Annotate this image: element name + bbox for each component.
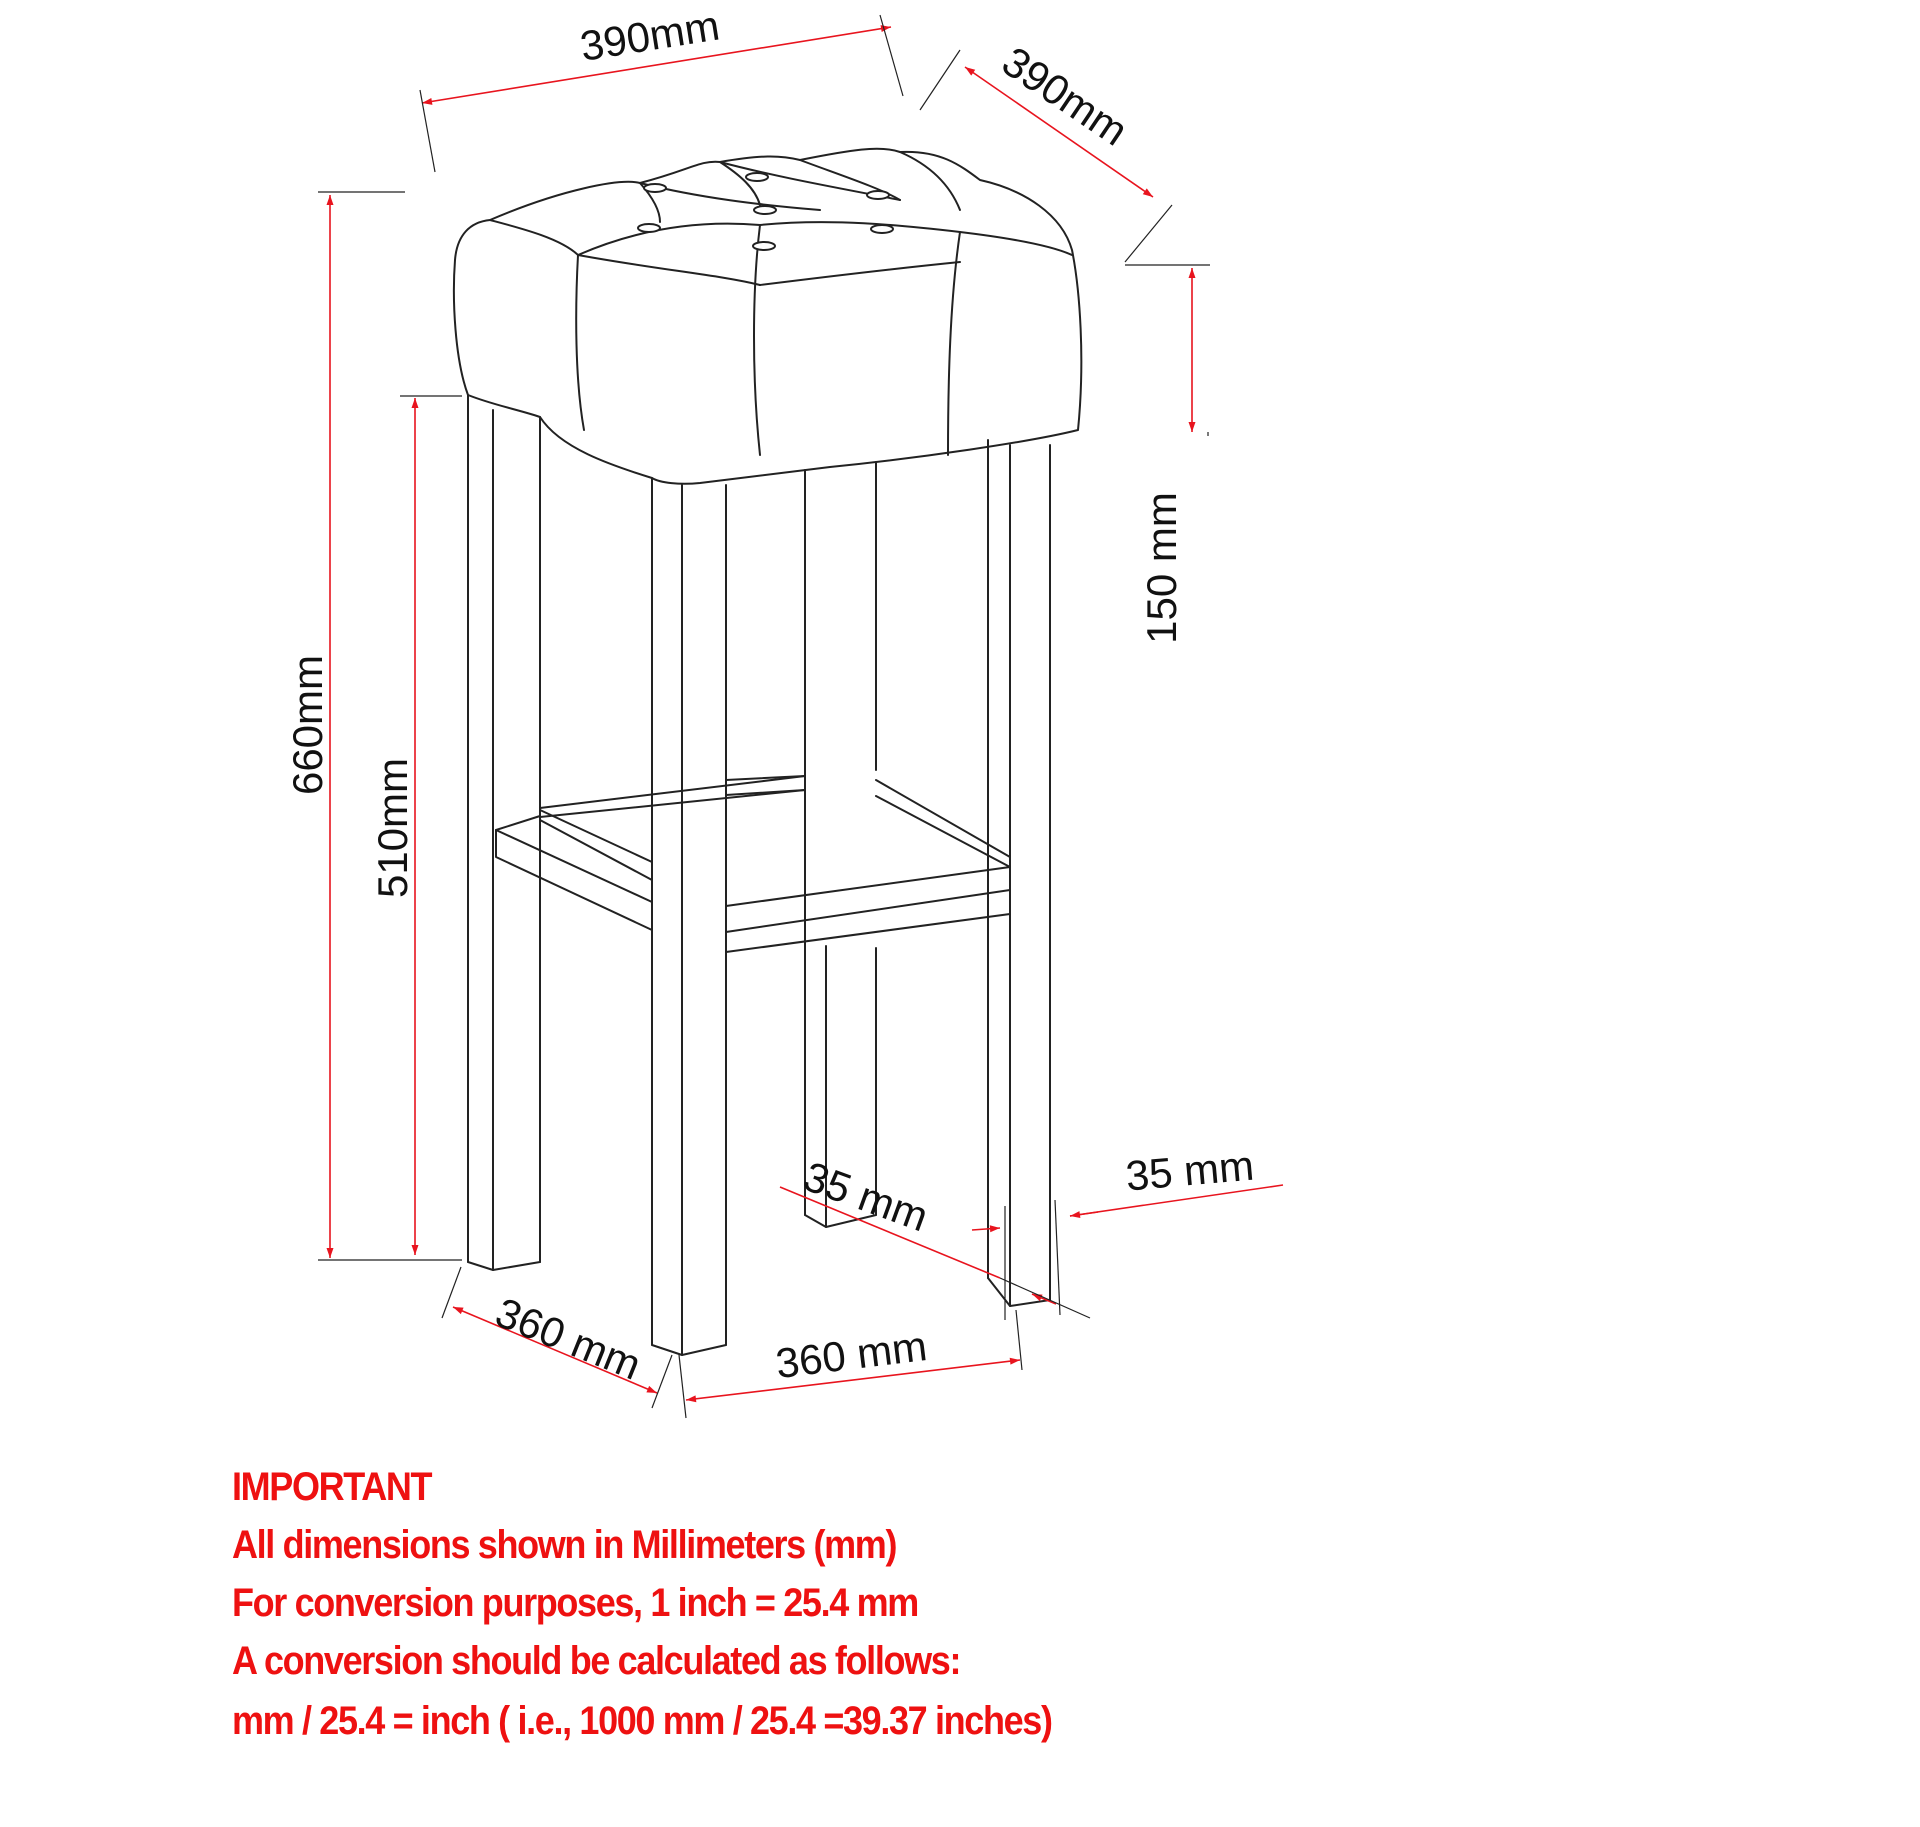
total-height-label: 660mm — [284, 654, 331, 796]
back-leg-left — [805, 462, 876, 1227]
leg-thickness-front-label: 35 mm — [797, 1152, 935, 1241]
notes-line-formula: mm / 25.4 = inch ( i.e., 1000 mm / 25.4 =39.37 inches) — [232, 1699, 1052, 1743]
seat-width-label: 390mm — [576, 1, 723, 70]
footrest-frame — [496, 776, 1010, 952]
tuft-buttons — [638, 173, 893, 250]
notes-heading: IMPORTANT — [232, 1465, 432, 1509]
notes-line-calculation: A conversion should be calculated as follows: — [232, 1639, 961, 1683]
leg-thickness-side-label: 35 mm — [1123, 1141, 1256, 1200]
base-width-label: 360 mm — [773, 1322, 930, 1388]
notes-line-units: All dimensions shown in Millimeters (mm) — [232, 1523, 897, 1567]
front-leg-center — [652, 478, 726, 1355]
seat-depth-label: 390mm — [993, 37, 1137, 155]
front-leg-left — [468, 395, 540, 1270]
notes-line-conversion: For conversion purposes, 1 inch = 25.4 mm — [232, 1581, 918, 1625]
seat-height-label: 150 mm — [1138, 492, 1185, 644]
important-notes — [232, 1458, 1052, 1750]
tufted-seat — [454, 149, 1081, 484]
back-leg-right — [988, 440, 1050, 1306]
dimension-lines — [318, 15, 1283, 1418]
leg-height-label: 510mm — [369, 757, 416, 899]
stool-outline — [454, 149, 1081, 1355]
base-depth-label: 360 mm — [489, 1288, 648, 1389]
